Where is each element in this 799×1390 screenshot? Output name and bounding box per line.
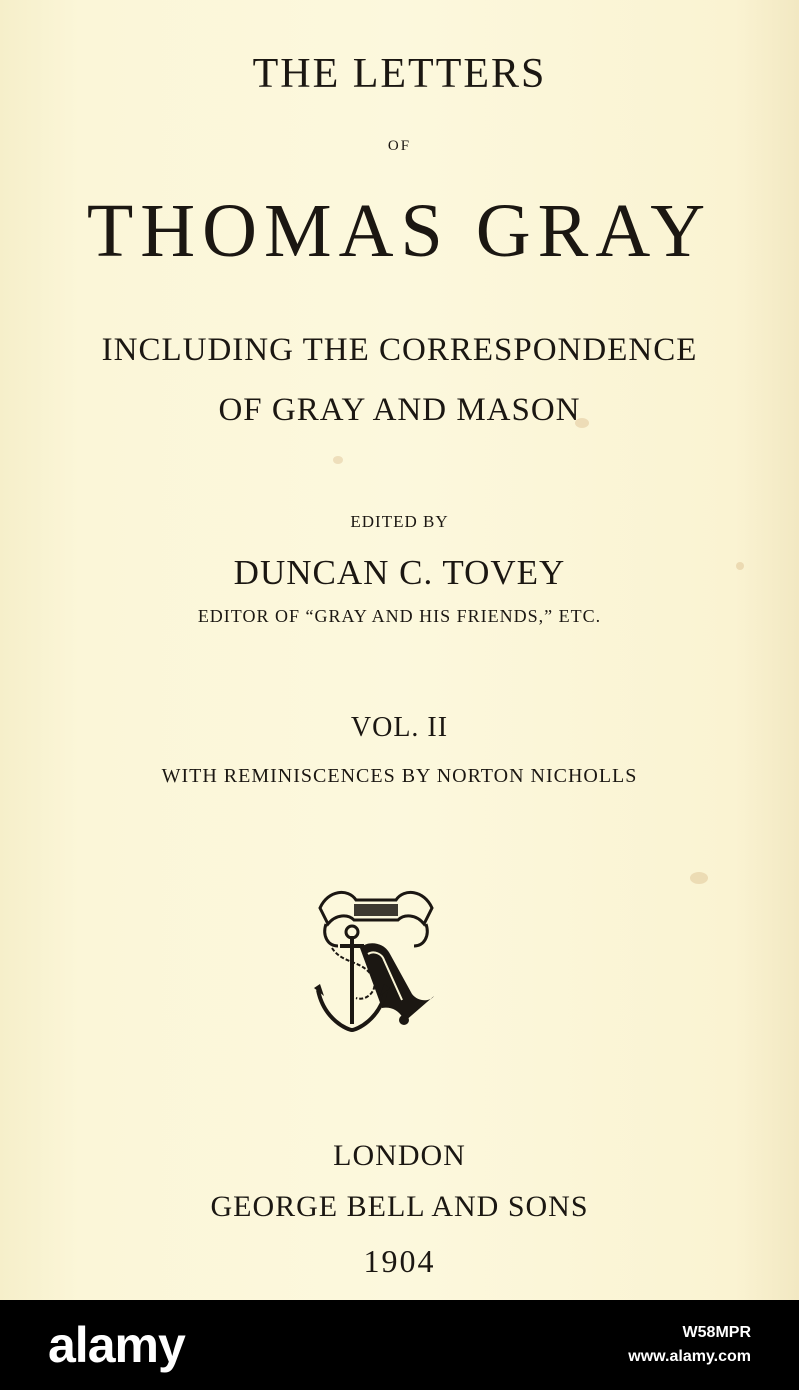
title-top: THE LETTERS	[252, 51, 547, 97]
foxing-spot	[333, 456, 343, 464]
stock-url: www.alamy.com	[628, 1348, 751, 1365]
stock-watermark-bar	[0, 1300, 799, 1390]
imprint-city: LONDON	[333, 1139, 466, 1172]
stock-logo: alamy	[48, 1317, 185, 1373]
volume-label: VOL. II	[350, 712, 449, 743]
imprint-year: 1904	[363, 1243, 436, 1279]
edited-by-label: EDITED BY	[350, 512, 449, 531]
subtitle-line-1: INCLUDING THE CORRESPONDENCE	[101, 332, 698, 368]
stock-image-id: W58MPR	[682, 1324, 751, 1341]
reminiscences-line: WITH REMINISCENCES BY NORTON NICHOLLS	[161, 765, 638, 787]
editor-note: EDITOR OF “GRAY AND HIS FRIENDS,” ETC.	[197, 606, 602, 626]
bell-and-anchor-emblem-icon	[312, 884, 440, 1036]
title-of: OF	[387, 138, 412, 154]
author-name: THOMAS GRAY	[86, 189, 713, 273]
editor-name: DUNCAN C. TOVEY	[233, 553, 566, 592]
subtitle-line-2: OF GRAY AND MASON	[218, 392, 581, 428]
foxing-spot	[690, 872, 708, 884]
imprint-publisher: GEORGE BELL AND SONS	[210, 1190, 589, 1223]
